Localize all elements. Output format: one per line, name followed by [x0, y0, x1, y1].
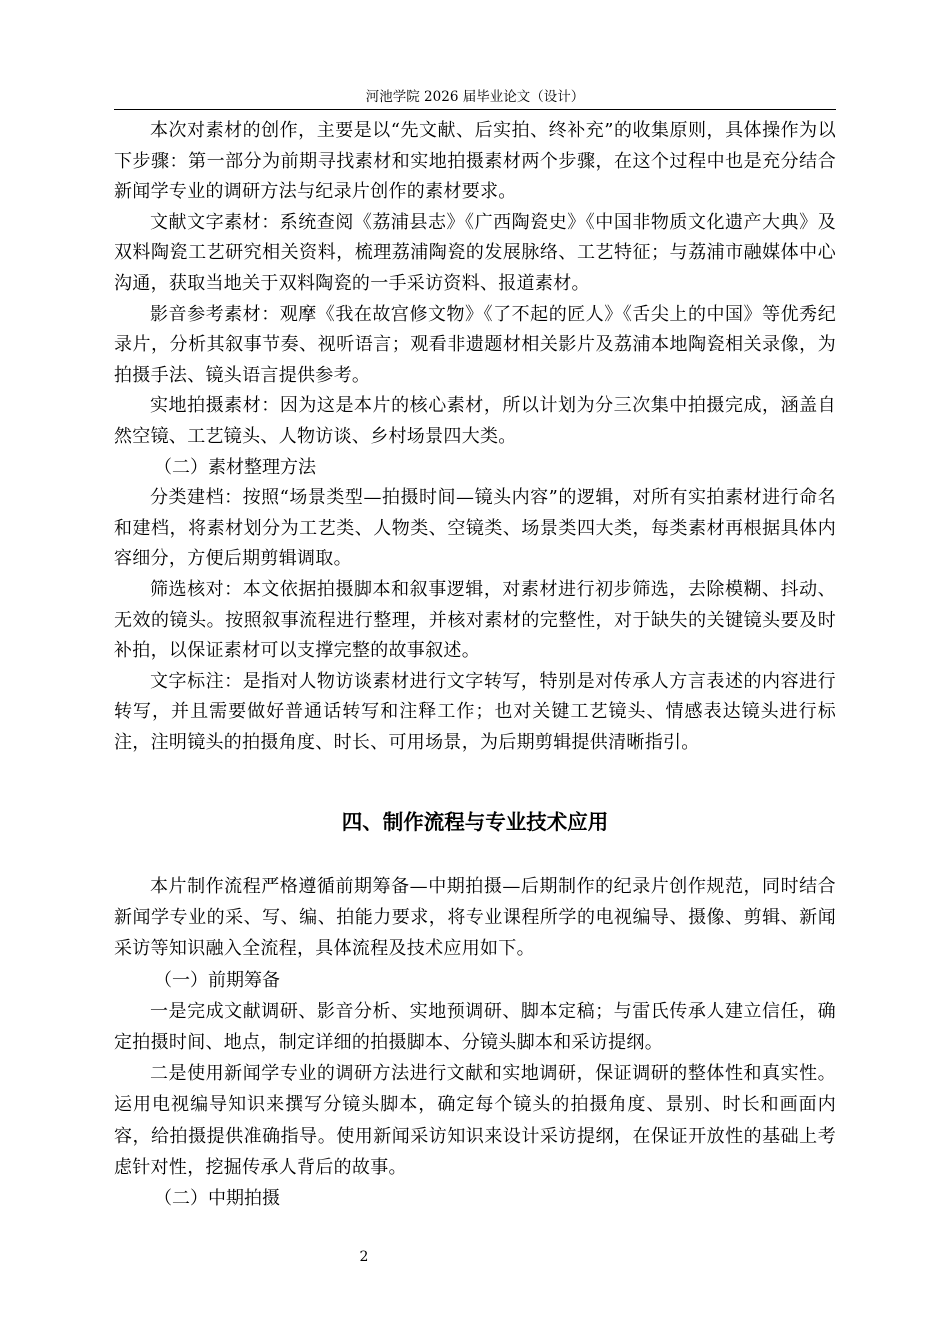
paragraph: 一是完成文献调研、影音分析、实地预调研、脚本定稿；与雷氏传承人建立信任，确定拍摄时间、地点，制定详细的拍摄脚本、分镜头脚本和采访提纲。	[114, 1000, 836, 1054]
paragraph: 分类建档：按照“场景类型—拍摄时间—镜头内容”的逻辑，对所有实拍素材进行命名和建档，将素材划分为工艺类、人物类、空镜类、场景类四大类，每类素材再根据具体内容细分，方便后期剪辑调取。	[114, 487, 836, 570]
header-title: 河池学院 2026 届毕业论文（设计）	[365, 89, 585, 105]
paragraph: 本片制作流程严格遵循前期筹备—中期拍摄—后期制作的纪录片创作规范，同时结合新闻学专业的采、写、编、拍能力要求，将专业课程所学的电视编导、摄像、剪辑、新闻采访等知识融入全流程，具体流程及技术应用如下。	[114, 876, 836, 960]
subheading-material-organizing: （二）素材整理方法	[154, 456, 316, 478]
paragraph: 筛选核对：本文依据拍摄脚本和叙事逻辑，对素材进行初步筛选，去除模糊、抖动、无效的镜头。按照叙事流程进行整理，并核对素材的完整性，对于缺失的关键镜头要及时补拍，以保证素材可以支撑完整的故事叙述。	[114, 578, 836, 662]
paragraph: 文献文字素材：系统查阅《荔浦县志》《广西陶瓷史》《中国非物质文化遗产大典》及双料陶瓷工艺研究相关资料，梳理荔浦陶瓷的发展脉络、工艺特征；与荔浦市融媒体中心沟通，获取当地关于双料陶瓷的一手采访资料、报道素材。	[114, 211, 836, 294]
subheading-production: （二）中期拍摄	[154, 1188, 280, 1210]
page-header	[114, 86, 836, 110]
page-number: 2	[359, 1249, 369, 1265]
paragraph: 影音参考素材：观摩《我在故宫修文物》《了不起的匠人》《舌尖上的中国》等优秀纪录片，分析其叙事节奏、视听语言；观看非遗题材相关影片及荔浦本地陶瓷相关录像，为拍摄手法、镜头语言提供参考。	[114, 303, 836, 386]
paragraph: 实地拍摄素材：因为这是本片的核心素材，所以计划为分三次集中拍摄完成，涵盖自然空镜、工艺镜头、人物访谈、乡村场景四大类。	[114, 395, 836, 447]
section-four-body	[114, 871, 836, 1214]
subheading-preproduction: （一）前期筹备	[154, 969, 280, 991]
paragraph: 文字标注：是指对人物访谈素材进行文字转写，特别是对传承人方言表述的内容进行转写，并且需要做好普通话转写和注释工作；也对关键工艺镜头、情感表达镜头进行标注，注明镜头的拍摄角度、时长、可用场景，为后期剪辑提供清晰指引。	[114, 670, 836, 753]
paragraph: 二是使用新闻学专业的调研方法进行文献和实地调研，保证调研的整体性和真实性。运用电视编导知识来撰写分镜头脚本，确定每个镜头的拍摄角度、景别、时长和画面内容，给拍摄提供准确指导。使用新闻采访知识来设计采访提纲，在保证开放性的基础上考虑针对性，挖掘传承人背后的故事。	[114, 1063, 836, 1178]
paragraph: 本次对素材的创作，主要是以“先文献、后实拍、终补充”的收集原则，具体操作为以下步骤：第一部分为前期寻找素材和实地拍摄素材两个步骤，在这个过程中也是充分结合新闻学专业的调研方法与纪录片创作的素材要求。	[114, 120, 836, 203]
section-three-body	[114, 116, 836, 758]
section-title: 四、制作流程与专业技术应用	[341, 810, 609, 834]
